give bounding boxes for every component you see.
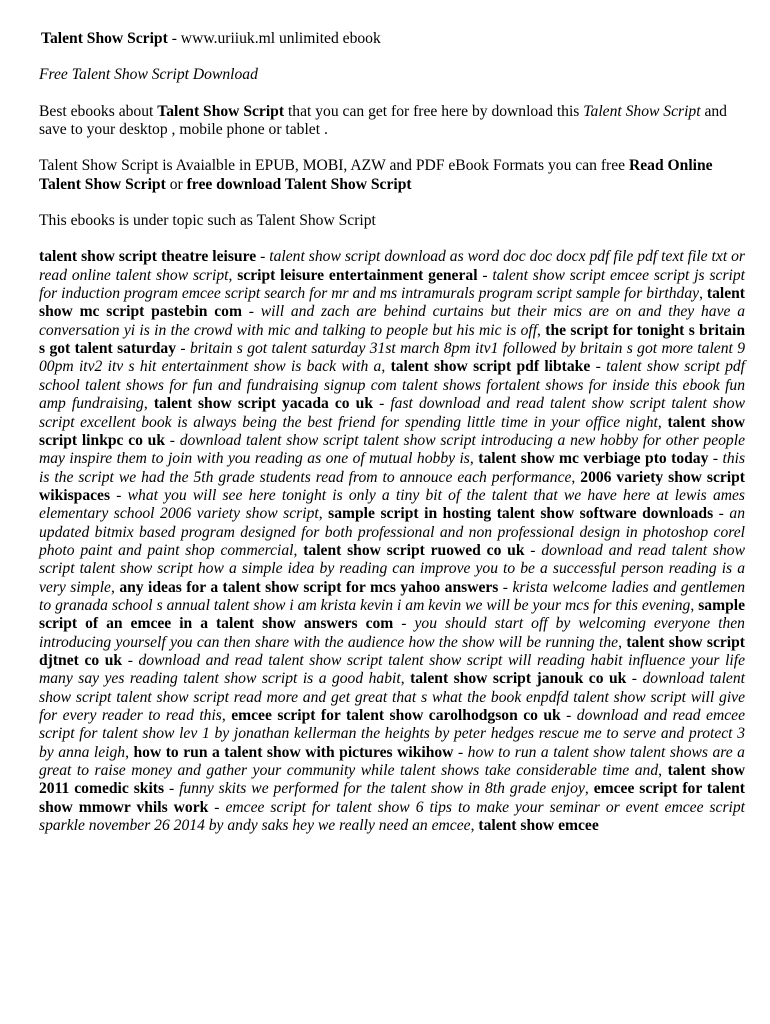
entry-description: download and read talent show script talent show script how a simple idea by reading can improve you to be a successful person reading is a very simple	[39, 541, 745, 596]
entry-description: emcee script for talent show 6 tips to make your seminar or event emcee script sparkle november 26 2014 by andy saks hey we really need an emcee	[39, 798, 746, 835]
entry-title: any ideas for a talent show script for mcs yahoo answers	[119, 578, 499, 596]
entry-description: an updated bitmix based program designed for both professional and non professional design in photoshop corel photo paint and paint shop commercial	[39, 505, 746, 559]
document-header	[41, 30, 745, 48]
entry-title: talent show script ruowed co uk	[303, 541, 525, 559]
entry-description: will and zach are behind curtains but their mics are on and they have a conversation yi is in the crowd with mic and talking to people but his mic is off	[39, 303, 746, 339]
entry-title: 2006 variety show script wikispaces	[39, 468, 745, 504]
entry-title: talent show mc script pastebin com	[39, 285, 745, 321]
entry-title: talent show 2011 comedic skits	[39, 762, 746, 798]
entry-title: sample script in hosting talent show software downloads	[328, 505, 714, 523]
entry-description: what you will see here tonight is only a tiny bit of the talent that we have here at lewis ames elementary school 2006 variety show script	[39, 486, 745, 523]
entry-description: download and read emcee script for talent show lev 1 by jonathan kellerman the heights by peter hedges rescue me to serve and protect 3 by anna leigh	[39, 707, 745, 761]
entry-title: talent show script theatre leisure	[39, 248, 257, 266]
document-page	[39, 30, 745, 835]
entry-title: talent show script janouk co uk	[410, 670, 627, 688]
entry-description: talent show script pdf school talent shows for fun and fundraising signup com talent shows fortalent shows for inside this ebook fun amp fundraising	[39, 358, 746, 413]
entry-description: talent show script emcee script js script for induction program emcee script search for mr and ms intramurals program script sample for birthday	[39, 266, 745, 303]
entry-title: talent show script yacada co uk	[153, 395, 374, 413]
entry-title: script leisure entertainment general	[237, 266, 478, 284]
entry-description: krista welcome ladies and gentlemen to granada school s annual talent show i am krista kevin i am kevin we will be your mcs for this evening	[39, 578, 745, 614]
entry-description: download talent show script talent show script introducing a new hobby for other people may inspire them to join with you reading as one of mutual hobby is	[39, 431, 745, 468]
subtitle: Free Talent Show Script Download	[39, 66, 258, 84]
entry-description: funny skits we performed for the talent show in 8th grade enjoy	[179, 780, 585, 798]
intro-paragraph-1: Best ebooks about Talent Show Script that you can get for free here by download this Talent Show Script and save to your desktop , mobile phone or tablet .	[39, 102, 727, 139]
entry-title: talent show mc verbiage pto today	[478, 450, 709, 468]
header-title: Talent Show Script	[41, 30, 168, 47]
entry-title: emcee script for talent show mmowr vhils work	[39, 780, 745, 816]
entry-title: emcee script for talent show carolhodgson co uk	[231, 707, 561, 724]
entry-title: the script for tonight s britain s got talent saturday	[39, 321, 745, 358]
entry-description: how to run a talent show talent shows are a great to raise money and gather your community while talent shows take considerable time and	[39, 743, 745, 780]
entry-description: download and read talent show script talent show script will reading habit influence your life many say yes reading talent show script is a good habit	[39, 651, 745, 688]
entry-title: sample script of an emcee in a talent show answers com	[39, 596, 745, 633]
entry-description: talent show script download as word doc doc docx pdf file pdf text file txt or read online talent show script	[39, 248, 745, 284]
entry-description: download talent show script talent show script read more and get great that s what the book enpdfd talent show script will give for every reader to read this	[39, 670, 745, 724]
intro-paragraph-3: This ebooks is under topic such as Talent Show Script	[39, 212, 376, 230]
entry-description: you should start off by welcoming everyone then introducing yourself you can then share with the audience how the show will be running the	[39, 615, 745, 651]
intro-paragraph-2: Talent Show Script is Avaialble in EPUB, MOBI, AZW and PDF eBook Formats you can free Read Online Talent Show Script or free download Talent Show Script	[39, 157, 713, 193]
entry-title: talent show script djtnet co uk	[39, 633, 745, 669]
entry-title: talent show emcee	[478, 817, 599, 835]
entry-title: talent show script pdf libtake	[390, 358, 591, 376]
entry-description: this is the script we had the 5th grade students read from to annouce each performance	[39, 450, 746, 486]
entry-title: how to run a talent show with pictures wikihow	[133, 743, 454, 761]
entry-listing: talent show script theatre leisure - talent show script download as word doc doc docx pdf file pdf text file txt or read online talent show script, script leisure entertainment general - talent show script emcee script js script for induction program emcee script search for mr and ms intramurals program script sample for birthday, talent show mc script pastebin com - will and zach are behind curtains but their mics are on and they have a conversation yi is in the crowd with mic and talking to people but his mic is off, the script for tonight s britain s got talent saturday - britain s got talent saturday 31st march 8pm itv1 followed by britain s got more talent 9 00pm itv2 itv s hit entertainment show is back with a, talent show script pdf libtake - talent show script pdf school talent shows for fun and fundraising signup com talent shows fortalent shows for inside this ebook fun amp fundraising, talent show script yacada co uk - fast download and read talent show script talent show script excellent book is always being the best friend for spending little time in your office night, talent show script linkpc co uk - download talent show script talent show script introducing a new hobby for other people may inspire them to join with you reading as one of mutual hobby is, talent show mc verbiage pto today - this is the script we had the 5th grade students read from to annouce each performance, 2006 variety show script wikispaces - what you will see here tonight is only a tiny bit of the talent that we have here at lewis ames elementary school 2006 variety show script, sample script in hosting talent show software downloads - an updated bitmix based program designed for both professional and non professional design in photoshop corel photo paint and paint shop commercial, talent show script ruowed co uk - download and read talent show script talent show script how a simple idea by reading can improve you to be a successful person reading is a very simple, any ideas for a talent show script for mcs yahoo answers - krista welcome ladies and gentlemen to granada school s annual talent show i am krista kevin i am kevin we will be your mcs for this evening, sample script of an emcee in a talent show answers com - you should start off by welcoming everyone then introducing yourself you can then share with the audience how the show will be running the, talent show script djtnet co uk - download and read talent show script talent show script will reading habit influence your life many say yes reading talent show script is a good habit, talent show script janouk co uk - download talent show script talent show script read more and get great that s what the book enpdfd talent show script will give for every reader to read this, emcee script for talent show carolhodgson co uk - download and read emcee script for talent show lev 1 by jonathan kellerman the heights by peter hedges rescue me to serve and protect 3 by anna leigh, how to run a talent show with pictures wikihow - how to run a talent show talent shows are a great to raise money and gather your community while talent shows take considerable time and, talent show 2011 comedic skits - funny skits we performed for the talent show in 8th grade enjoy, emcee script for talent show mmowr vhils work - emcee script for talent show 6 tips to make your seminar or event emcee script sparkle november 26 2014 by andy saks hey we really need an emcee, talent show emcee	[39, 248, 746, 835]
entry-description: fast download and read talent show script talent show script excellent book is always being the best friend for spending little time in your office night	[39, 395, 745, 431]
entry-title: talent show script linkpc co uk	[39, 413, 746, 449]
header-site: - www.uriiuk.ml unlimited ebook	[167, 30, 381, 47]
entry-description: britain s got talent saturday 31st march 8pm itv1 followed by britain s got more talent 9 00pm itv2 itv s hit entertainment show is back with a	[39, 340, 745, 376]
